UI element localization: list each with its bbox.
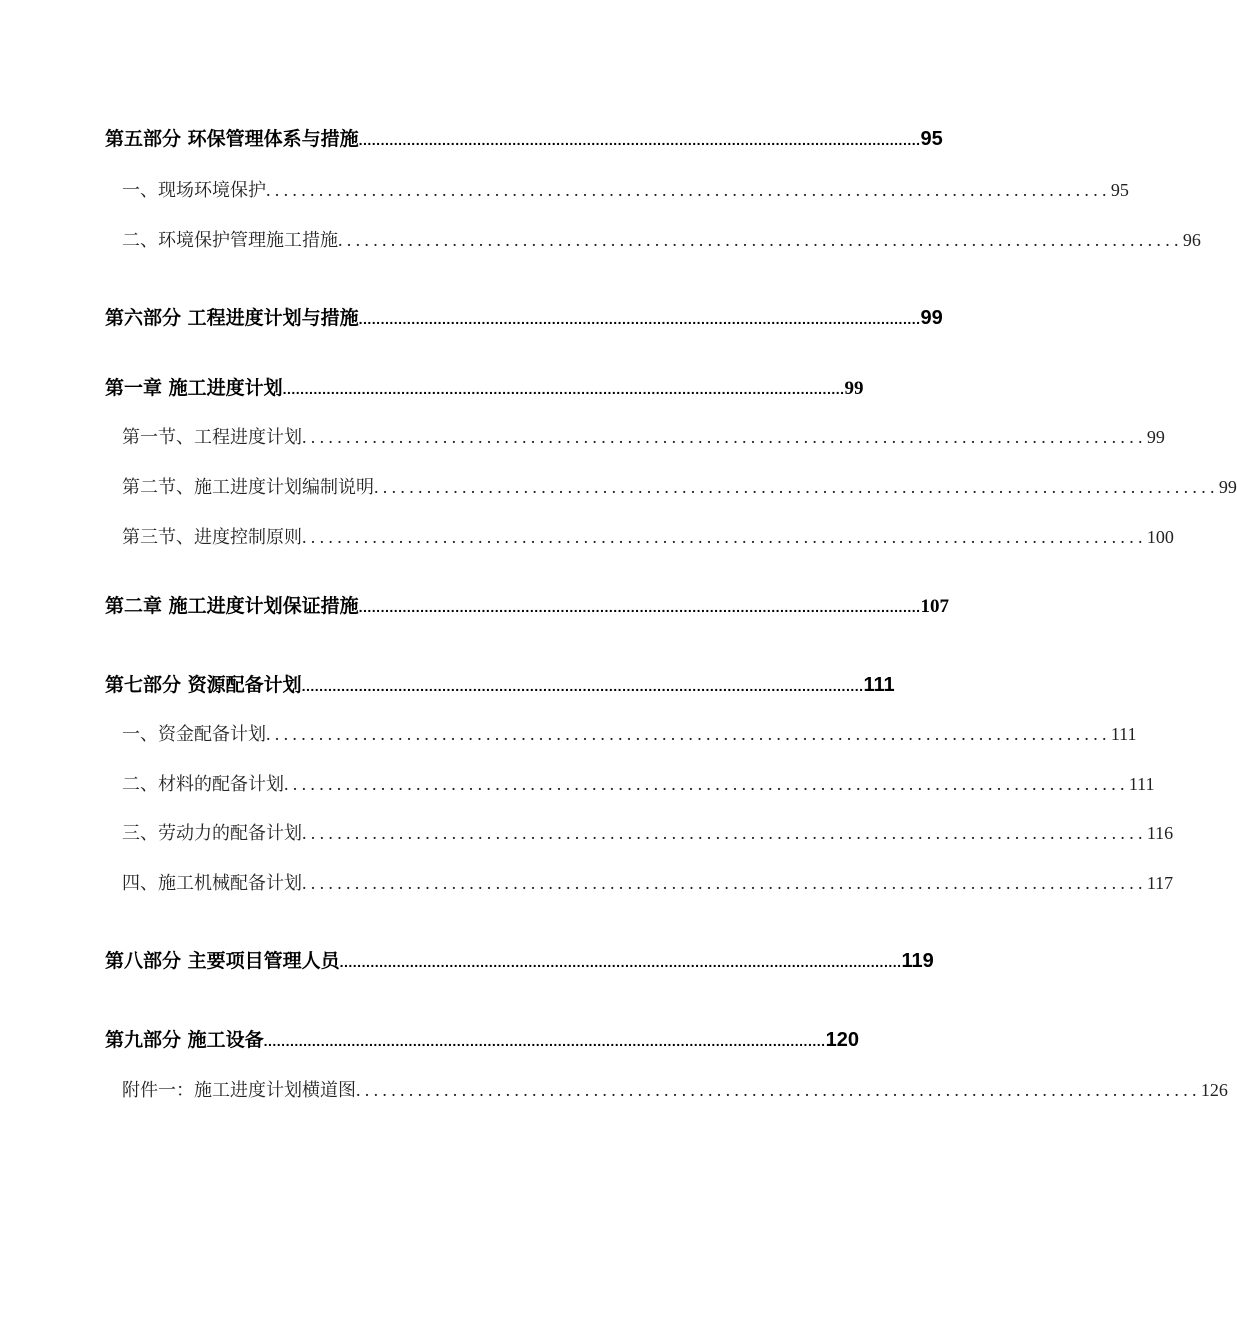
dot-leader: ................................................................................................ [356, 1080, 1201, 1100]
toc-page-number: 116 [1146, 823, 1174, 843]
toc-page-number: 99 [1146, 427, 1165, 447]
toc-page-number: 117 [1146, 873, 1174, 893]
dot-leader: ................................................................................................................................ [282, 381, 845, 397]
toc-entry-label: 三、劳动力的配备计划 [122, 823, 302, 844]
toc-page-number: 99 [920, 307, 943, 329]
toc-entry-part8[interactable] [105, 946, 934, 973]
toc-page-number: 100 [1146, 527, 1174, 547]
toc-entry-appendix[interactable] [122, 1076, 1228, 1102]
dot-leader: ................................................................................................................................ [358, 311, 921, 327]
dot-leader: ................................................................................................................................ [358, 599, 921, 615]
toc-entry-label: 一、现场环境保护 [122, 180, 266, 201]
toc-entry-label: 第二节、施工进度计划编制说明 [122, 477, 374, 498]
toc-page-number: 120 [825, 1029, 859, 1051]
toc-entry-section[interactable] [122, 176, 1129, 202]
toc-page-number: 111 [863, 674, 895, 696]
toc-page-number: 96 [1182, 230, 1201, 250]
toc-entry-section[interactable] [122, 869, 1174, 895]
toc-entry-label: 第七部分 资源配备计划 [105, 674, 302, 696]
toc-entry-label: 第五部分 环保管理体系与措施 [105, 128, 359, 150]
dot-leader: ................................................................................................ [302, 527, 1147, 547]
toc-entry-label: 第六部分 工程进度计划与措施 [105, 307, 359, 329]
toc-entry-section[interactable] [122, 819, 1174, 845]
toc-entry-section[interactable] [122, 770, 1155, 796]
toc-page-number: 111 [1128, 774, 1155, 794]
toc-entry-label: 第八部分 主要项目管理人员 [105, 950, 340, 972]
toc-page-number: 99 [1218, 477, 1237, 497]
toc-entry-chapter1[interactable] [105, 373, 864, 400]
toc-entry-label: 二、环境保护管理施工措施 [122, 230, 338, 251]
toc-entry-section[interactable] [122, 720, 1137, 746]
toc-entry-chapter2[interactable] [105, 591, 949, 618]
dot-leader: ................................................................................................................................ [301, 678, 864, 694]
dot-leader: ................................................................................................ [266, 180, 1111, 200]
dot-leader: ................................................................................................................................ [339, 954, 902, 970]
dot-leader: ................................................................................................ [374, 477, 1219, 497]
toc-entry-label: 四、施工机械配备计划 [122, 873, 302, 894]
dot-leader: ................................................................................................ [302, 427, 1147, 447]
toc-entry-part6[interactable] [105, 303, 943, 330]
dot-leader: ................................................................................................ [284, 774, 1129, 794]
toc-page-number: 99 [844, 378, 864, 399]
dot-leader: ................................................................................................................................ [263, 1033, 826, 1049]
toc-entry-label: 一、资金配备计划 [122, 724, 266, 745]
toc-page-number: 107 [920, 596, 949, 617]
toc-entry-label: 第九部分 施工设备 [105, 1029, 264, 1051]
toc-entry-label: 附件一：施工进度计划横道图 [122, 1080, 356, 1101]
toc-entry-label: 第二章 施工进度计划保证措施 [105, 595, 359, 617]
toc-entry-section[interactable] [122, 473, 1237, 499]
toc-entry-label: 第一章 施工进度计划 [105, 377, 283, 399]
toc-page-number: 95 [1110, 180, 1129, 200]
toc-entry-section[interactable] [122, 523, 1174, 549]
toc-entry-label: 第一节、工程进度计划 [122, 427, 302, 448]
toc-entry-part9[interactable] [105, 1025, 859, 1052]
toc-entry-section[interactable] [122, 226, 1201, 252]
dot-leader: ................................................................................................ [302, 823, 1147, 843]
toc-page-number: 126 [1200, 1080, 1228, 1100]
toc-entry-label: 第三节、进度控制原则 [122, 527, 302, 548]
toc-entry-section[interactable] [122, 423, 1165, 449]
dot-leader: ................................................................................................ [302, 873, 1147, 893]
dot-leader: ................................................................................................ [338, 230, 1183, 250]
toc-page-number: 95 [920, 128, 943, 150]
toc-entry-part7[interactable] [105, 670, 895, 697]
toc-entry-part5[interactable] [105, 124, 943, 151]
toc-entry-label: 二、材料的配备计划 [122, 774, 284, 795]
toc-page-number: 119 [901, 950, 934, 972]
dot-leader: ................................................................................................................................ [358, 132, 921, 148]
toc-page-number: 111 [1110, 724, 1137, 744]
dot-leader: ................................................................................................ [266, 724, 1111, 744]
